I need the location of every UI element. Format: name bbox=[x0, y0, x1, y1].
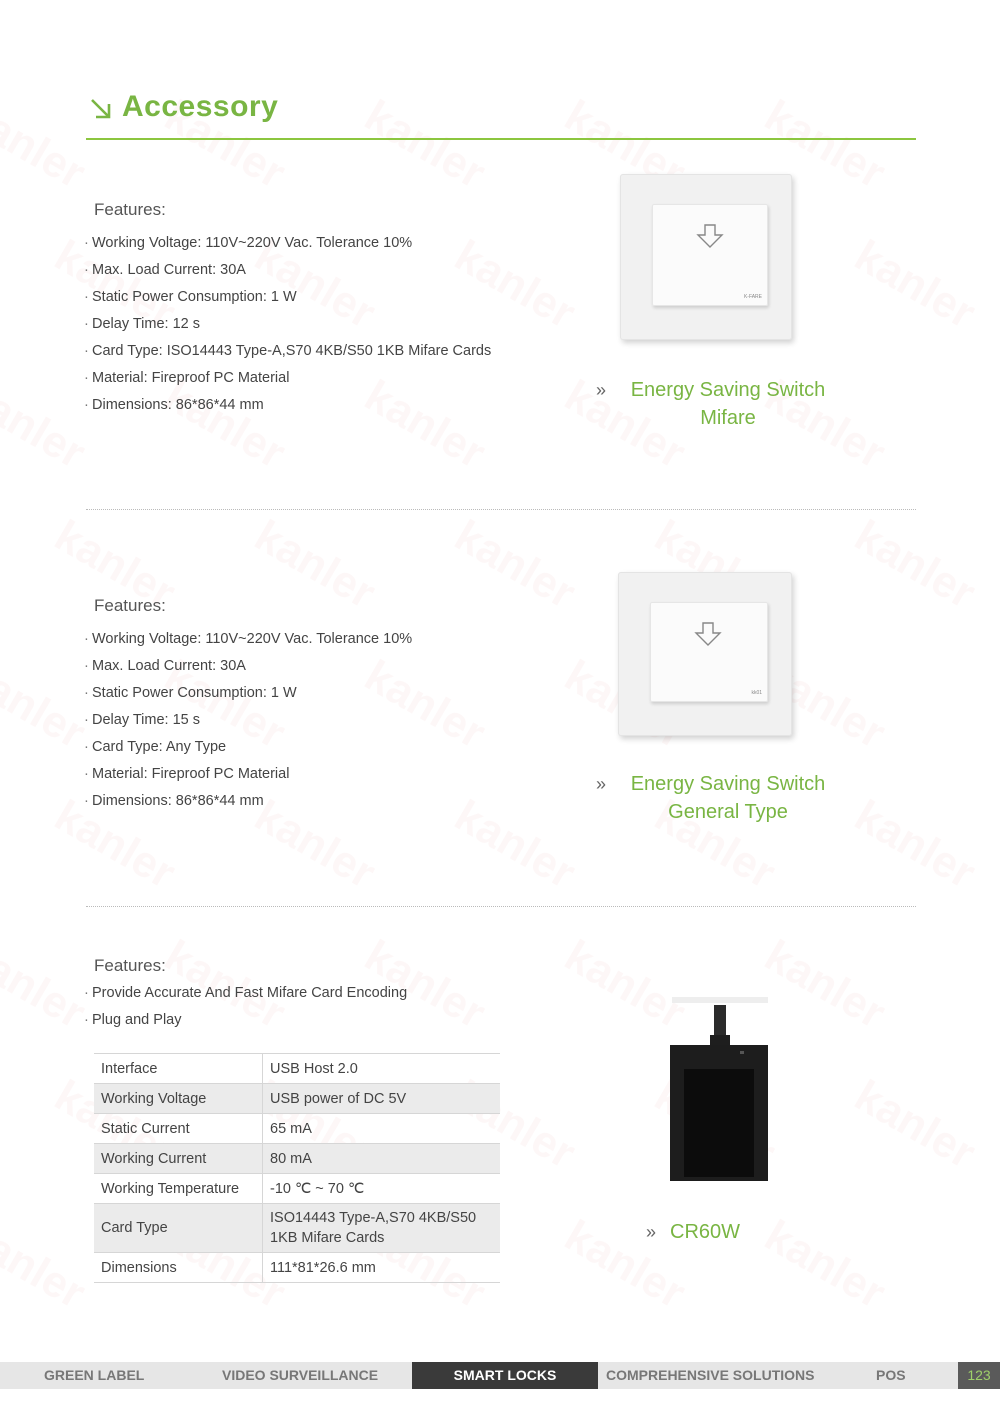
watermark-text bbox=[0, 931, 93, 1039]
double-chevron-right-icon: » bbox=[596, 380, 607, 400]
table-row: Static Current 65 mA bbox=[94, 1114, 500, 1144]
list-item: · Dimensions: 86*86*44 mm bbox=[84, 793, 264, 809]
footer-nav-pos[interactable]: POS bbox=[876, 1367, 906, 1383]
card-insert-arrow-icon bbox=[694, 622, 722, 646]
watermark-text bbox=[0, 371, 93, 479]
product-mini-label: kk01 bbox=[751, 690, 762, 696]
caption-line: Mifare bbox=[700, 407, 756, 429]
spec-table bbox=[94, 1053, 500, 1283]
list-item: · Material: Fireproof PC Material bbox=[84, 766, 290, 782]
features-title-1: Features: bbox=[94, 200, 166, 219]
list-item: · Card Type: ISO14443 Type-A,S70 4KB/S50 1KB Mifare Cards bbox=[84, 343, 492, 359]
list-item: · Dimensions: 86*86*44 mm bbox=[84, 397, 264, 413]
list-item: · Static Power Consumption: 1 W bbox=[84, 685, 297, 701]
feature-list-2 bbox=[84, 626, 412, 815]
table-row: Interface USB Host 2.0 bbox=[94, 1054, 500, 1084]
watermark-text bbox=[756, 1211, 893, 1319]
watermark-text bbox=[846, 791, 983, 899]
feature-list-1 bbox=[84, 230, 491, 419]
card-reader-graphic bbox=[670, 995, 768, 1185]
divider bbox=[86, 906, 916, 907]
caption-line: Energy Saving Switch bbox=[630, 379, 826, 401]
features-title-3: Features: bbox=[94, 956, 166, 975]
watermark-text bbox=[846, 231, 983, 339]
list-item: · Material: Fireproof PC Material bbox=[84, 370, 290, 386]
caption-line: CR60W bbox=[670, 1221, 741, 1243]
watermark-text bbox=[846, 511, 983, 619]
card-insert-arrow-icon bbox=[696, 224, 724, 248]
caption-line: General Type bbox=[668, 801, 788, 823]
table-row: Working Current 80 mA bbox=[94, 1144, 500, 1174]
watermark-text bbox=[246, 511, 383, 619]
footer-nav-smart-locks[interactable]: SMART LOCKS bbox=[412, 1362, 598, 1389]
caption-line: Energy Saving Switch bbox=[630, 773, 826, 795]
features-title-2: Features: bbox=[94, 596, 166, 615]
product-mini-label: K-FARE bbox=[743, 294, 762, 300]
footer-nav-bar bbox=[0, 1362, 1000, 1389]
list-item: · Card Type: Any Type bbox=[84, 739, 227, 755]
product-caption-2 bbox=[596, 770, 856, 826]
list-item: · Delay Time: 15 s bbox=[84, 712, 200, 728]
table-row: Working Temperature -10 ℃ ~ 70 ℃ bbox=[94, 1174, 500, 1204]
list-item: · Max. Load Current: 30A bbox=[84, 262, 246, 278]
list-item: · Delay Time: 12 s bbox=[84, 316, 200, 332]
cr60w-reader-image bbox=[670, 995, 768, 1185]
divider bbox=[86, 509, 916, 510]
table-row: Card Type ISO14443 Type-A,S70 4KB/S50 1KB Mifare Cards bbox=[94, 1204, 500, 1253]
product-caption-1 bbox=[596, 376, 856, 432]
page-number: 123 bbox=[958, 1362, 1000, 1389]
list-item: · Provide Accurate And Fast Mifare Card Encoding bbox=[84, 985, 408, 1001]
watermark-text bbox=[446, 791, 583, 899]
watermark-text bbox=[446, 511, 583, 619]
footer-nav-video-surveillance[interactable]: VIDEO SURVEILLANCE bbox=[222, 1367, 379, 1383]
table-row: Dimensions 111*81*26.6 mm bbox=[94, 1253, 500, 1283]
footer-nav-green-label[interactable]: GREEN LABEL bbox=[44, 1367, 145, 1383]
watermark-text bbox=[846, 1071, 983, 1179]
switch-key bbox=[652, 204, 768, 306]
list-item: · Plug and Play bbox=[84, 1012, 182, 1028]
section-header bbox=[86, 88, 916, 140]
energy-switch-mifare-image bbox=[620, 174, 792, 340]
watermark-text bbox=[756, 931, 893, 1039]
double-chevron-right-icon: » bbox=[646, 1222, 657, 1242]
product-caption-3 bbox=[630, 1218, 760, 1246]
watermark-text bbox=[0, 91, 93, 199]
switch-key bbox=[650, 602, 768, 702]
page-title: Accessory bbox=[122, 90, 279, 123]
list-item: · Max. Load Current: 30A bbox=[84, 658, 246, 674]
list-item: · Working Voltage: 110V~220V Vac. Tolerance 10% bbox=[84, 631, 413, 647]
energy-switch-general-image bbox=[618, 572, 792, 736]
watermark-text bbox=[0, 1211, 93, 1319]
list-item: · Working Voltage: 110V~220V Vac. Tolerance 10% bbox=[84, 235, 413, 251]
footer-nav-comprehensive-solutions[interactable]: COMPREHENSIVE SOLUTIONS bbox=[606, 1367, 815, 1383]
double-chevron-right-icon: » bbox=[596, 774, 607, 794]
list-item: · Static Power Consumption: 1 W bbox=[84, 289, 297, 305]
table-row: Working Voltage USB power of DC 5V bbox=[94, 1084, 500, 1114]
feature-list-3 bbox=[84, 980, 407, 1034]
arrow-down-right-icon bbox=[88, 96, 114, 122]
watermark-text bbox=[0, 651, 93, 759]
